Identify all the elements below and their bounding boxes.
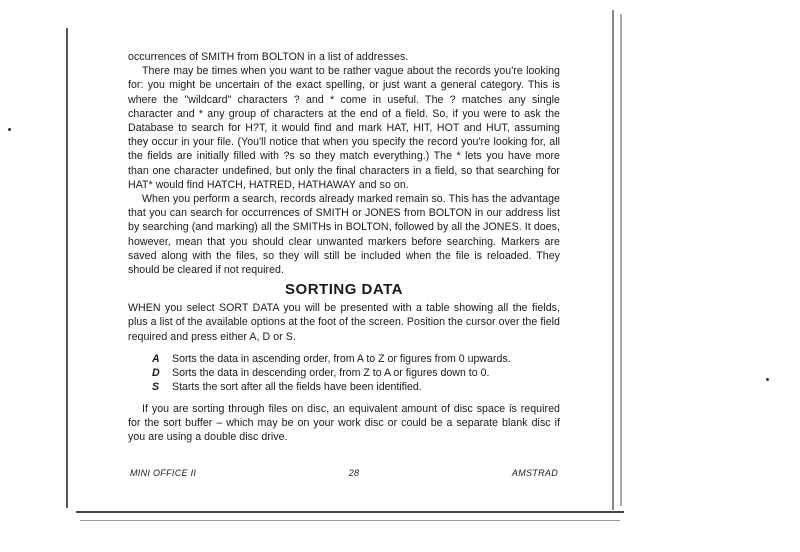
footer-publisher: AMSTRAD [511,468,558,478]
page-edge-bottom [76,511,624,513]
page-footer [130,468,558,478]
section-heading: SORTING DATA [285,281,403,299]
page-edge-left [66,28,68,508]
scan-speck [766,378,769,381]
page-edge-bottom-shadow [80,520,620,521]
page-number: 28 [348,468,360,478]
option-description: Sorts the data in ascending order, from A to Z or figures from 0 upwards. [172,352,511,365]
page-edge-right-shadow [620,14,622,506]
scan-speck [8,128,11,131]
document-page [128,50,560,444]
sort-option-descending [152,366,560,380]
option-key: A [152,352,160,365]
paragraph-wildcards: There may be times when you want to be rather vague about the records you're looking for: you might be uncertain of the exact spelling, or just want a general category. This is where the "wildcard" characters ? and * come in useful. The ? matches any single character and * any group of characters at the end of a field. So, if you were to ask the Database to search for H?T, it would find and mark HAT, HIT, HOT and HUT, assuming they occur in your file. (You'll notice that when you specify the record you're looking for, all the fields are initially filled with ?s so they match everything.) The * lets you have more than one character undefined, but only the final characters in a field, so that searching for HAT* would find HATCH, HATRED, HATHAWAY and so on. [128,65,560,191]
page-edge-right [612,10,614,510]
option-description: Starts the sort after all the fields have been identified. [172,380,422,393]
sort-option-ascending [152,352,560,366]
sort-options-list [128,352,560,394]
paragraph-continuation: occurrences of SMITH from BOLTON in a list of addresses. [128,51,409,63]
section-intro: WHEN you select SORT DATA you will be presented with a table showing all the fields, plus a list of the available options at the foot of the screen. Position the cursor over the field required and press either A, D or S. [128,302,560,343]
option-key: S [152,380,160,393]
paragraph-markers: When you perform a search, records already marked remain so. This has the advantage that you can search for occurrences of SMITH or JONES from BOLTON in our address list by searching (and marking) all the SMITHs in BOLTON, followed by all the JONES. It does, however, mean that you should clear unwanted markers before searching. Markers are saved along with the files, so they will still be included when the file is reloaded. They should be cleared if not required. [128,193,560,277]
footer-title: MINI OFFICE II [130,468,197,478]
option-key: D [152,366,160,379]
paragraph-disc-space: If you are sorting through files on disc, an equivalent amount of disc space is required for the sort buffer – which may be on your work disc or could be a separate blank disc if you are using a double disc drive. [128,402,560,444]
sort-option-start [152,380,560,394]
option-description: Sorts the data in descending order, from Z to A or figures down to 0. [172,366,490,379]
